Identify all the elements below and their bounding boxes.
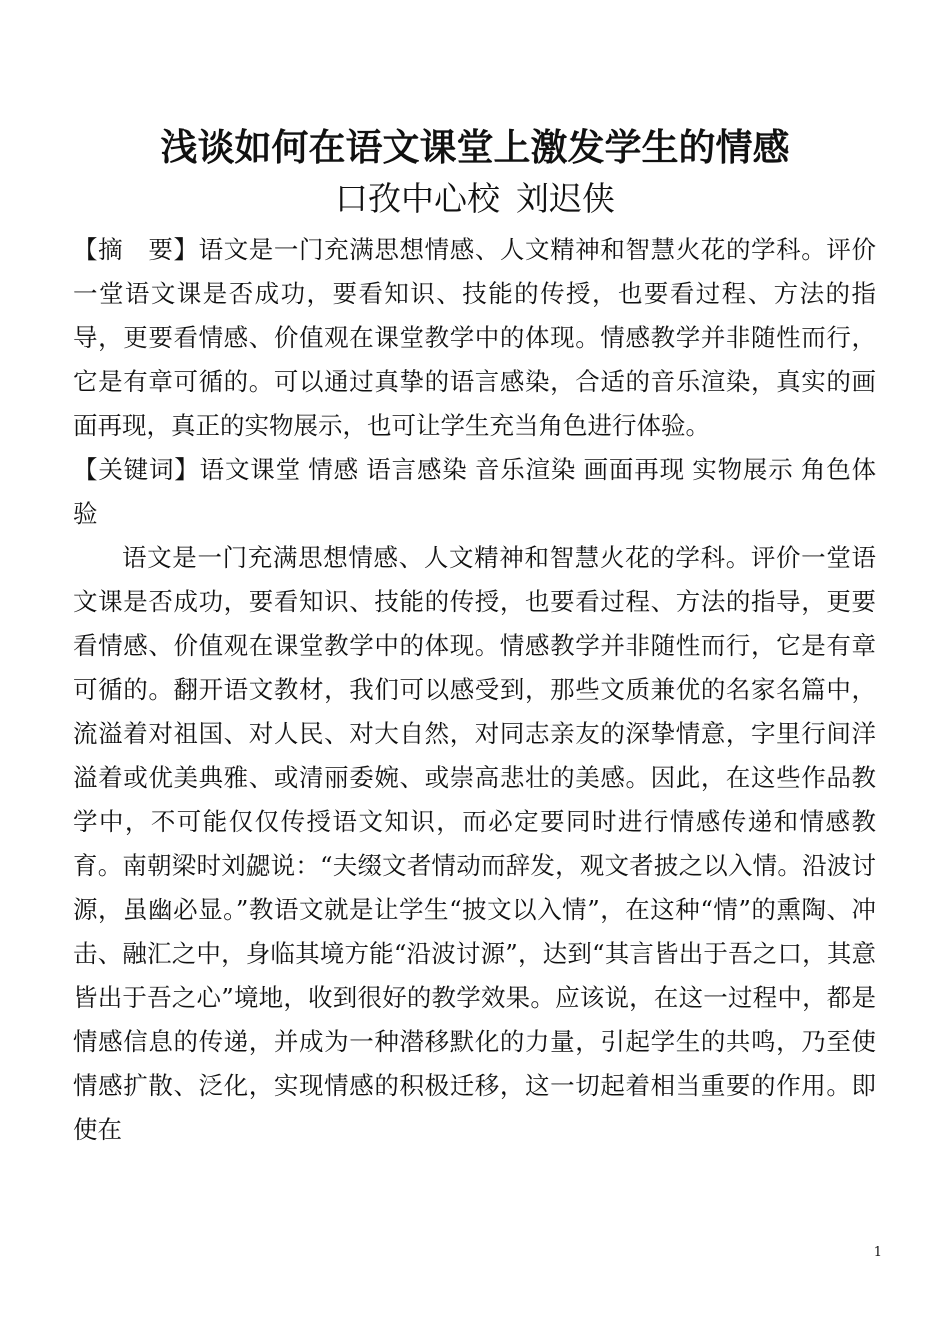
intro-paragraph: 语文是一门充满思想情感、人文精神和智慧火花的学科。评价一堂语文课是否成功，要看知识、技能的传授，也要看过程、方法的指导，更要看情感、价值观在课堂教学中的体现。情感教学并非随性而行，它是有章可循的。翻开语文教材，我们可以感受到，那些文质兼优的名家名篇中，流溢着对祖国、对人民、对大自然，对同志亲友的深挚情意，字里行间洋溢着或优美典雅、或清丽委婉、或崇高悲壮的美感。因此，在这些作品教学中，不可能仅仅传授语文知识，而必定要同时进行情感传递和情感教育。南朝梁时刘勰说：“夫缀文者情动而辞发，观文者披之以入情。沿波讨源，虽幽必显。”教语文就是让学生“披文以入情”，在这种“情”的熏陶、冲击、融汇之中，身临其境方能“沿波讨源”，达到“其言皆出于吾之口，其意皆出于吾之心”境地，收到很好的教学效果。应该说，在这一过程中，都是情感信息的传递，并成为一种潜移默化的力量，引起学生的共鸣，乃至使情感扩散、泛化，实现情感的积极迁移，这一切起着相当重要的作用。即使在 bbox=[73, 543, 876, 1144]
page-number: 1 bbox=[873, 1245, 882, 1260]
keyword-item: 语言感染 bbox=[366, 455, 468, 484]
author-name: 刘迟侠 bbox=[516, 179, 615, 218]
keyword-item: 角色体验 bbox=[73, 455, 877, 528]
abstract-text: 语文是一门充满思想情感、人文精神和智慧火花的学科。评价一堂语文课是否成功，要看知识、技能的传授，也要看过程、方法的指导，更要看情感、价值观在课堂教学中的体现。情感教学并非随性而行，它是有章可循的。可以通过真挚的语言感染，合适的音乐渲染，真实的画面再现，真正的实物展示，也可让学生充当角色进行体验。 bbox=[73, 235, 877, 440]
document-title: 浅谈如何在语文课堂上激发学生的情感 bbox=[160, 125, 790, 169]
keyword-item: 情感 bbox=[308, 455, 359, 484]
keyword-item: 实物展示 bbox=[692, 455, 794, 484]
abstract-label: 【摘 要】 bbox=[73, 235, 199, 264]
keyword-item: 画面再现 bbox=[583, 455, 685, 484]
keyword-item: 语文课堂 bbox=[199, 455, 301, 484]
author-line bbox=[0, 176, 950, 222]
document-body bbox=[73, 228, 876, 1152]
keyword-item: 音乐渲染 bbox=[474, 455, 577, 484]
abstract-paragraph bbox=[73, 228, 876, 448]
keywords-paragraph bbox=[73, 448, 876, 536]
keywords-label: 【关键词】 bbox=[73, 455, 200, 484]
author-school: 口孜中心校 bbox=[335, 179, 500, 218]
